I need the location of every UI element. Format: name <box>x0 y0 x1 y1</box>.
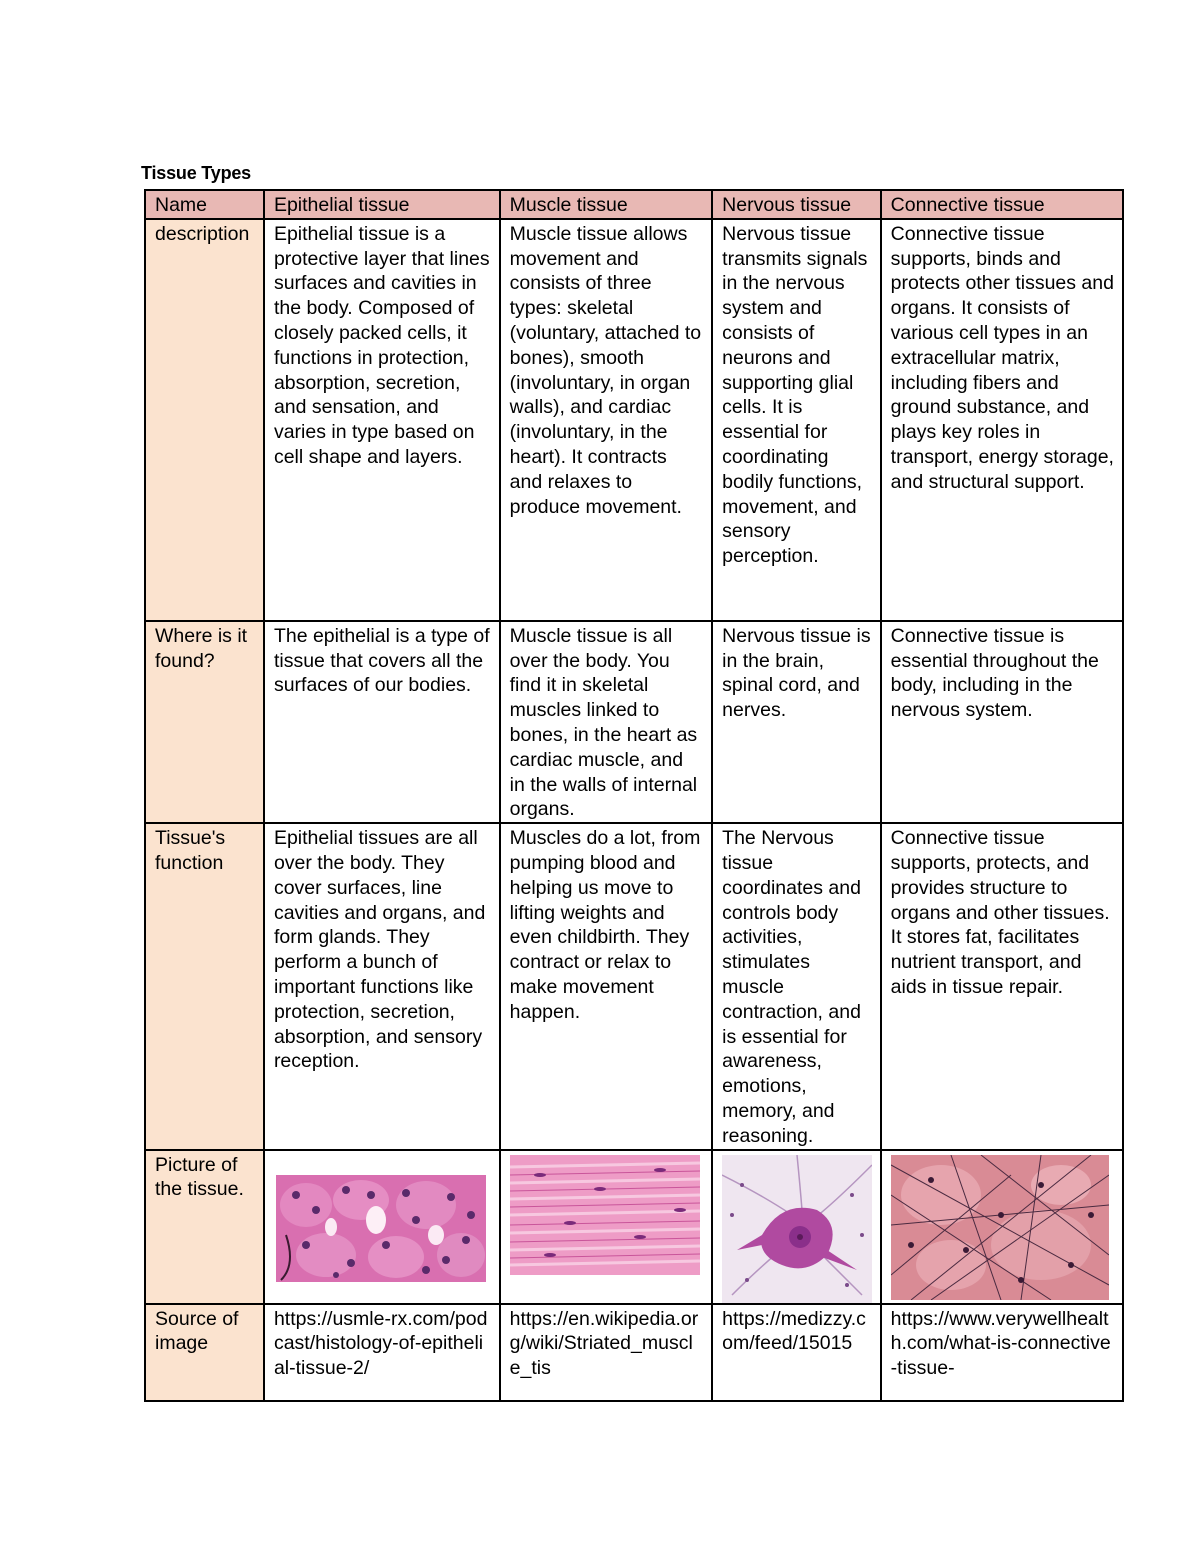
row-label-description: description <box>145 219 264 621</box>
table-row-where <box>145 621 1123 823</box>
picture-cell-epithelial <box>264 1150 500 1304</box>
header-nervous: Nervous tissue <box>712 190 881 219</box>
function-connective: Connective tissue supports, protects, and provides structure to organs and other tissues. It stores fat, facilitates nutrient transport, and aids in tissue repair. <box>881 823 1123 1149</box>
header-name-cell: Name <box>145 190 264 219</box>
connective-tissue-histology-image <box>891 1155 1109 1300</box>
description-connective: Connective tissue supports, binds and protects other tissues and organs. It consists of various cell types in an extracellular matrix, including fibers and ground substance, and plays key roles in transport, energy storage, and structural support. <box>881 219 1123 621</box>
row-label-picture: Picture of the tissue. <box>145 1150 264 1304</box>
row-label-source: Source of image <box>145 1304 264 1401</box>
function-epithelial: Epithelial tissues are all over the body. They cover surfaces, line cavities and organs, and form glands. They perform a bunch of important functions like protection, secretion, absorption, and sensory reception. <box>264 823 500 1149</box>
neuron-histology-image <box>722 1155 872 1303</box>
table-row-description <box>145 219 1123 621</box>
function-nervous: The Nervous tissue coordinates and controls body activities, stimulates muscle contraction, and is essential for awareness, emotions, memory, and reasoning. <box>712 823 881 1149</box>
where-connective: Connective tissue is essential throughout the body, including in the nervous system. <box>881 621 1123 823</box>
table-row-picture <box>145 1150 1123 1304</box>
source-muscle: https://en.wikipedia.org/wiki/Striated_muscle_tis <box>500 1304 713 1401</box>
picture-cell-nervous <box>712 1150 881 1304</box>
where-nervous: Nervous tissue is in the brain, spinal cord, and nerves. <box>712 621 881 823</box>
picture-cell-muscle <box>500 1150 713 1304</box>
document-title: Tissue Types <box>141 163 251 183</box>
description-muscle: Muscle tissue allows movement and consists of three types: skeletal (voluntary, attached to bones), smooth (involuntary, in organ walls), and cardiac (involuntary, in the heart). It contracts and relaxes to produce movement. <box>500 219 713 621</box>
row-label-function: Tissue's function <box>145 823 264 1149</box>
table-header-row <box>145 190 1123 219</box>
header-muscle: Muscle tissue <box>500 190 713 219</box>
header-connective: Connective tissue <box>881 190 1123 219</box>
epithelial-histology-image <box>276 1175 486 1282</box>
tissue-types-table <box>144 189 1124 1402</box>
where-epithelial: The epithelial is a type of tissue that covers all the surfaces of our bodies. <box>264 621 500 823</box>
striated-muscle-histology-image <box>510 1155 700 1275</box>
source-connective: https://www.verywellhealth.com/what-is-connective-tissue- <box>881 1304 1123 1401</box>
description-epithelial: Epithelial tissue is a protective layer that lines surfaces and cavities in the body. Composed of closely packed cells, it functions in protection, absorption, secretion, and sensation, and varies in type based on cell shape and layers. <box>264 219 500 621</box>
table-row-function <box>145 823 1123 1149</box>
row-label-where: Where is it found? <box>145 621 264 823</box>
picture-cell-connective <box>881 1150 1123 1304</box>
table-row-source <box>145 1304 1123 1401</box>
source-nervous: https://medizzy.com/feed/15015 <box>712 1304 881 1401</box>
source-epithelial: https://usmle-rx.com/podcast/histology-of-epithelial-tissue-2/ <box>264 1304 500 1401</box>
header-epithelial: Epithelial tissue <box>264 190 500 219</box>
function-muscle: Muscles do a lot, from pumping blood and helping us move to lifting weights and even childbirth. They contract or relax to make movement happen. <box>500 823 713 1149</box>
where-muscle: Muscle tissue is all over the body. You find it in skeletal muscles linked to bones, in the heart as cardiac muscle, and in the walls of internal organs. <box>500 621 713 823</box>
description-nervous: Nervous tissue transmits signals in the nervous system and consists of neurons and supporting glial cells. It is essential for coordinating bodily functions, movement, and sensory perception. <box>712 219 881 621</box>
